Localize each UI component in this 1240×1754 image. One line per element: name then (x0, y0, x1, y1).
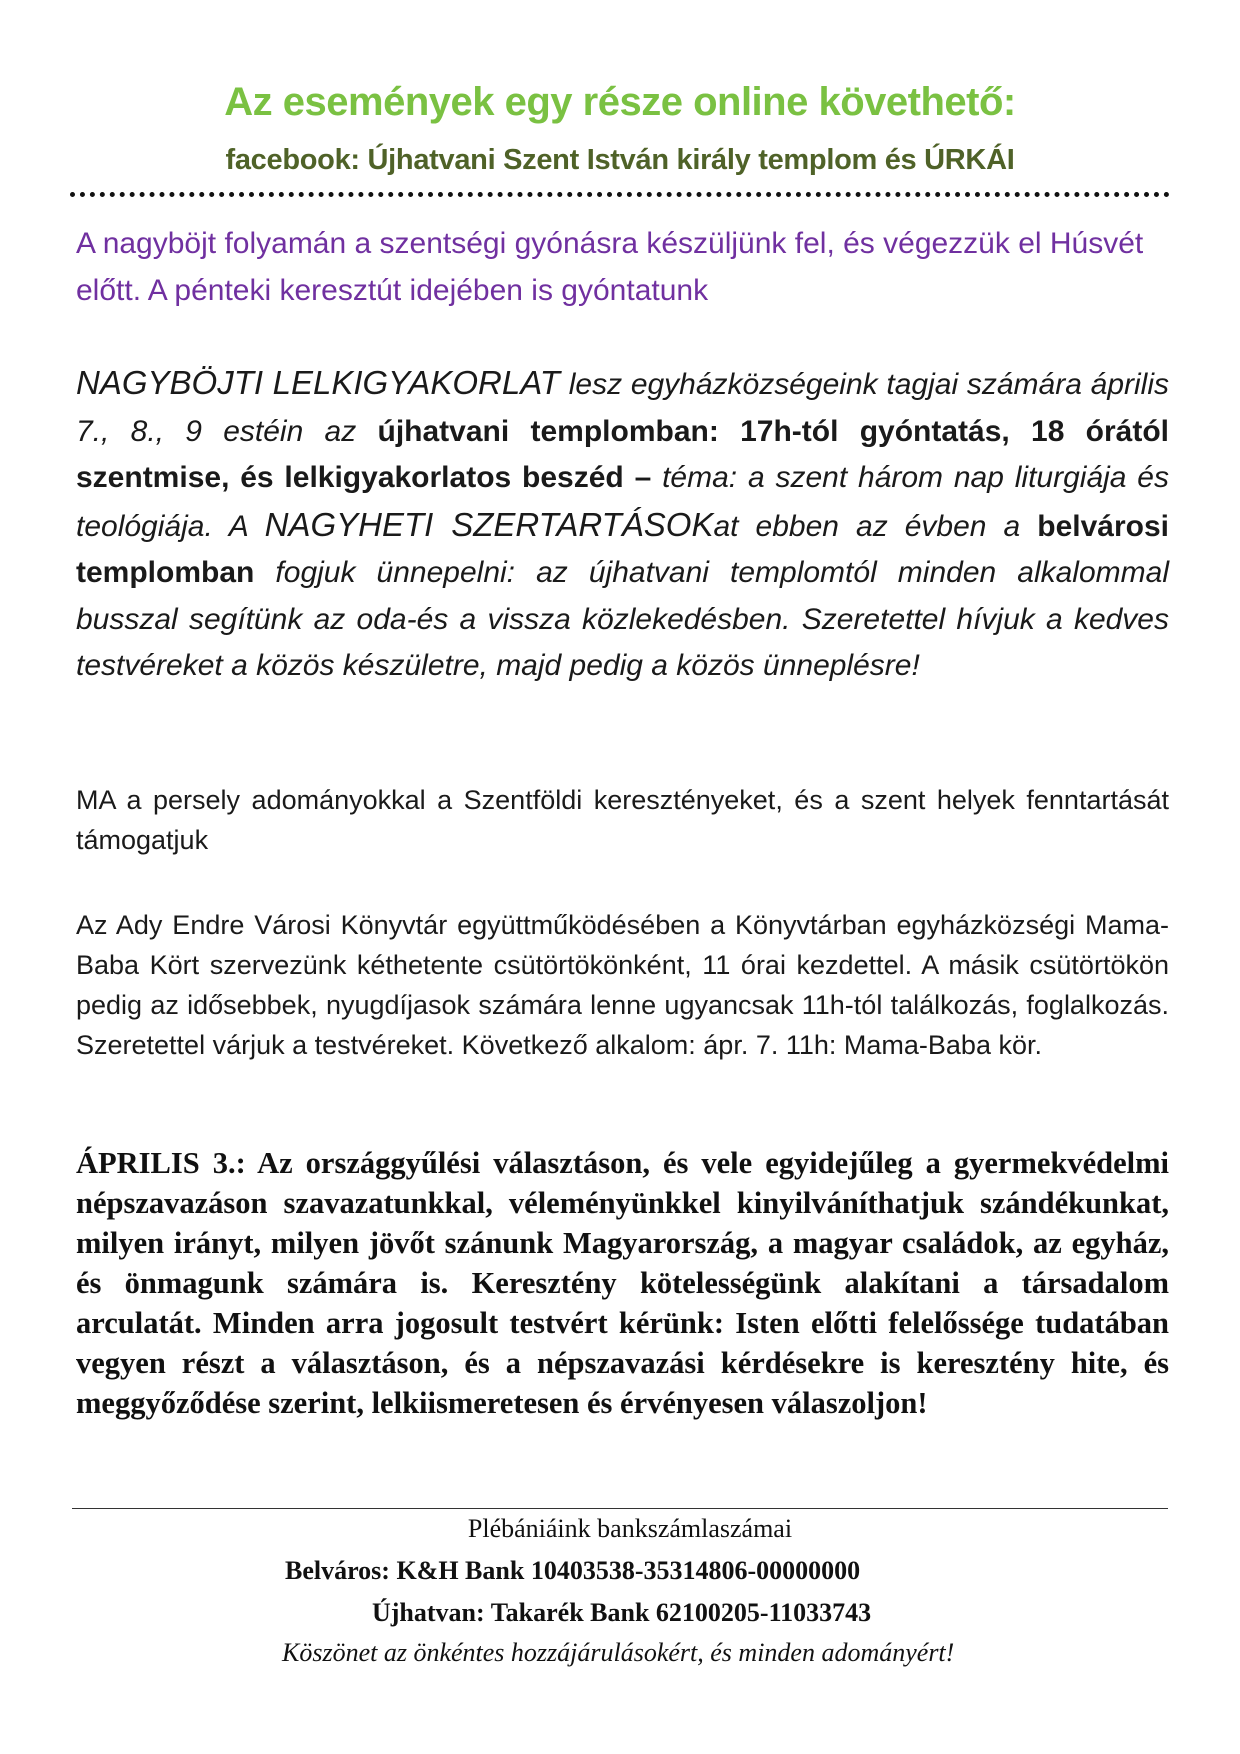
confession-announcement: A nagyböjt folyamán a szentségi gyónásra készüljünk fel, és végezzük el Húsvét előtt. A pénteki keresztút idejében is gyóntatunk (76, 227, 1144, 307)
bank-line-ujhatvan-text: Újhatvan: Takarék Bank 62100205-11033743 (372, 1598, 872, 1627)
footer-rule (72, 1508, 1168, 1509)
retreat-text-1: lesz egyházközségeink tagjai számára április 7., 8., 9 estéin az (76, 368, 1169, 448)
thanks-line-text: Köszönet az önkéntes hozzájárulásokért, és minden adományért! (282, 1638, 955, 1667)
dotted-divider (70, 192, 1170, 197)
downtown-church-bold: belvárosi templomban (76, 509, 1169, 589)
bank-line-belvaros-text: Belváros: K&H Bank 10403538-35314806-00000000 (285, 1556, 861, 1585)
bank-accounts-title: Plébániáink bankszámlaszámai (467, 1514, 793, 1543)
lent-retreat-paragraph (76, 360, 1169, 690)
library-paragraph: Az Ady Endre Városi Könyvtár együttműködésében a Könyvtárban egyházközségi Mama-Baba Kört szervezünk kéthetente csütörtökönként, 11 órai kezdettel. A másik csütörtökön pedig az idősebbek, nyugdíjasok számára lenne ugyancsak 11h-tól találkozás, foglalkozás. Szeretettel várjuk a testvéreket. Következő alkalom: ápr. 7. 11h: Mama-Baba kör. (76, 910, 1169, 1060)
retreat-caps-heading: NAGYBÖJTI LELKIGYAKORLAT (76, 364, 560, 401)
retreat-text-4: fogjuk ünnepelni: az újhatvani templomtól minden alkalommal busszal segítünk az oda-és a vissza közlekedésben. Szeretettel hívjuk a kedves testvéreket a közös készületre, majd pedig a közös ünneplésre! (76, 556, 1169, 682)
election-paragraph: ÁPRILIS 3.: Az országgyűlési választáson, és vele egyidejűleg a gyermekvédelmi népszavazáson szavazatunkkal, véleményünkkel kinyilváníthatjuk szándékunkat, milyen irányt, milyen jövőt szánunk Magyarország, a magyar családok, az egyház, és önmagunk számára is. Keresztény kötelességünk alakítani a társadalom arculatát. Minden arra jogosult testvért kérünk: Isten előtti felelőssége tudatában vegyen részt a választáson, és a népszavazási kérdésekre is keresztény hite, és meggyőződése szerint, lelkiismeretesen és érvényesen válaszoljon! (76, 1146, 1169, 1420)
retreat-schedule-bold: újhatvani templomban: 17h-tól gyóntatás, 18 órától szentmise, és lelkigyakorlatos beszéd – (76, 414, 1169, 494)
retreat-text-3: at ebben az évben a (713, 509, 1038, 543)
retreat-text-2: téma: a szent három nap liturgiája és teológiája. A (76, 461, 1169, 543)
holy-week-caps: NAGYHETI SZERTARTÁSOK (264, 505, 714, 543)
online-title: Az események egy része online követhető: (224, 80, 1016, 124)
facebook-subtitle: facebook: Újhatvani Szent István király templom és ÚRKÁI (225, 144, 1015, 176)
collection-paragraph: MA a persely adományokkal a Szentföldi keresztényeket, és a szent helyek fenntartását támogatjuk (76, 785, 1169, 855)
